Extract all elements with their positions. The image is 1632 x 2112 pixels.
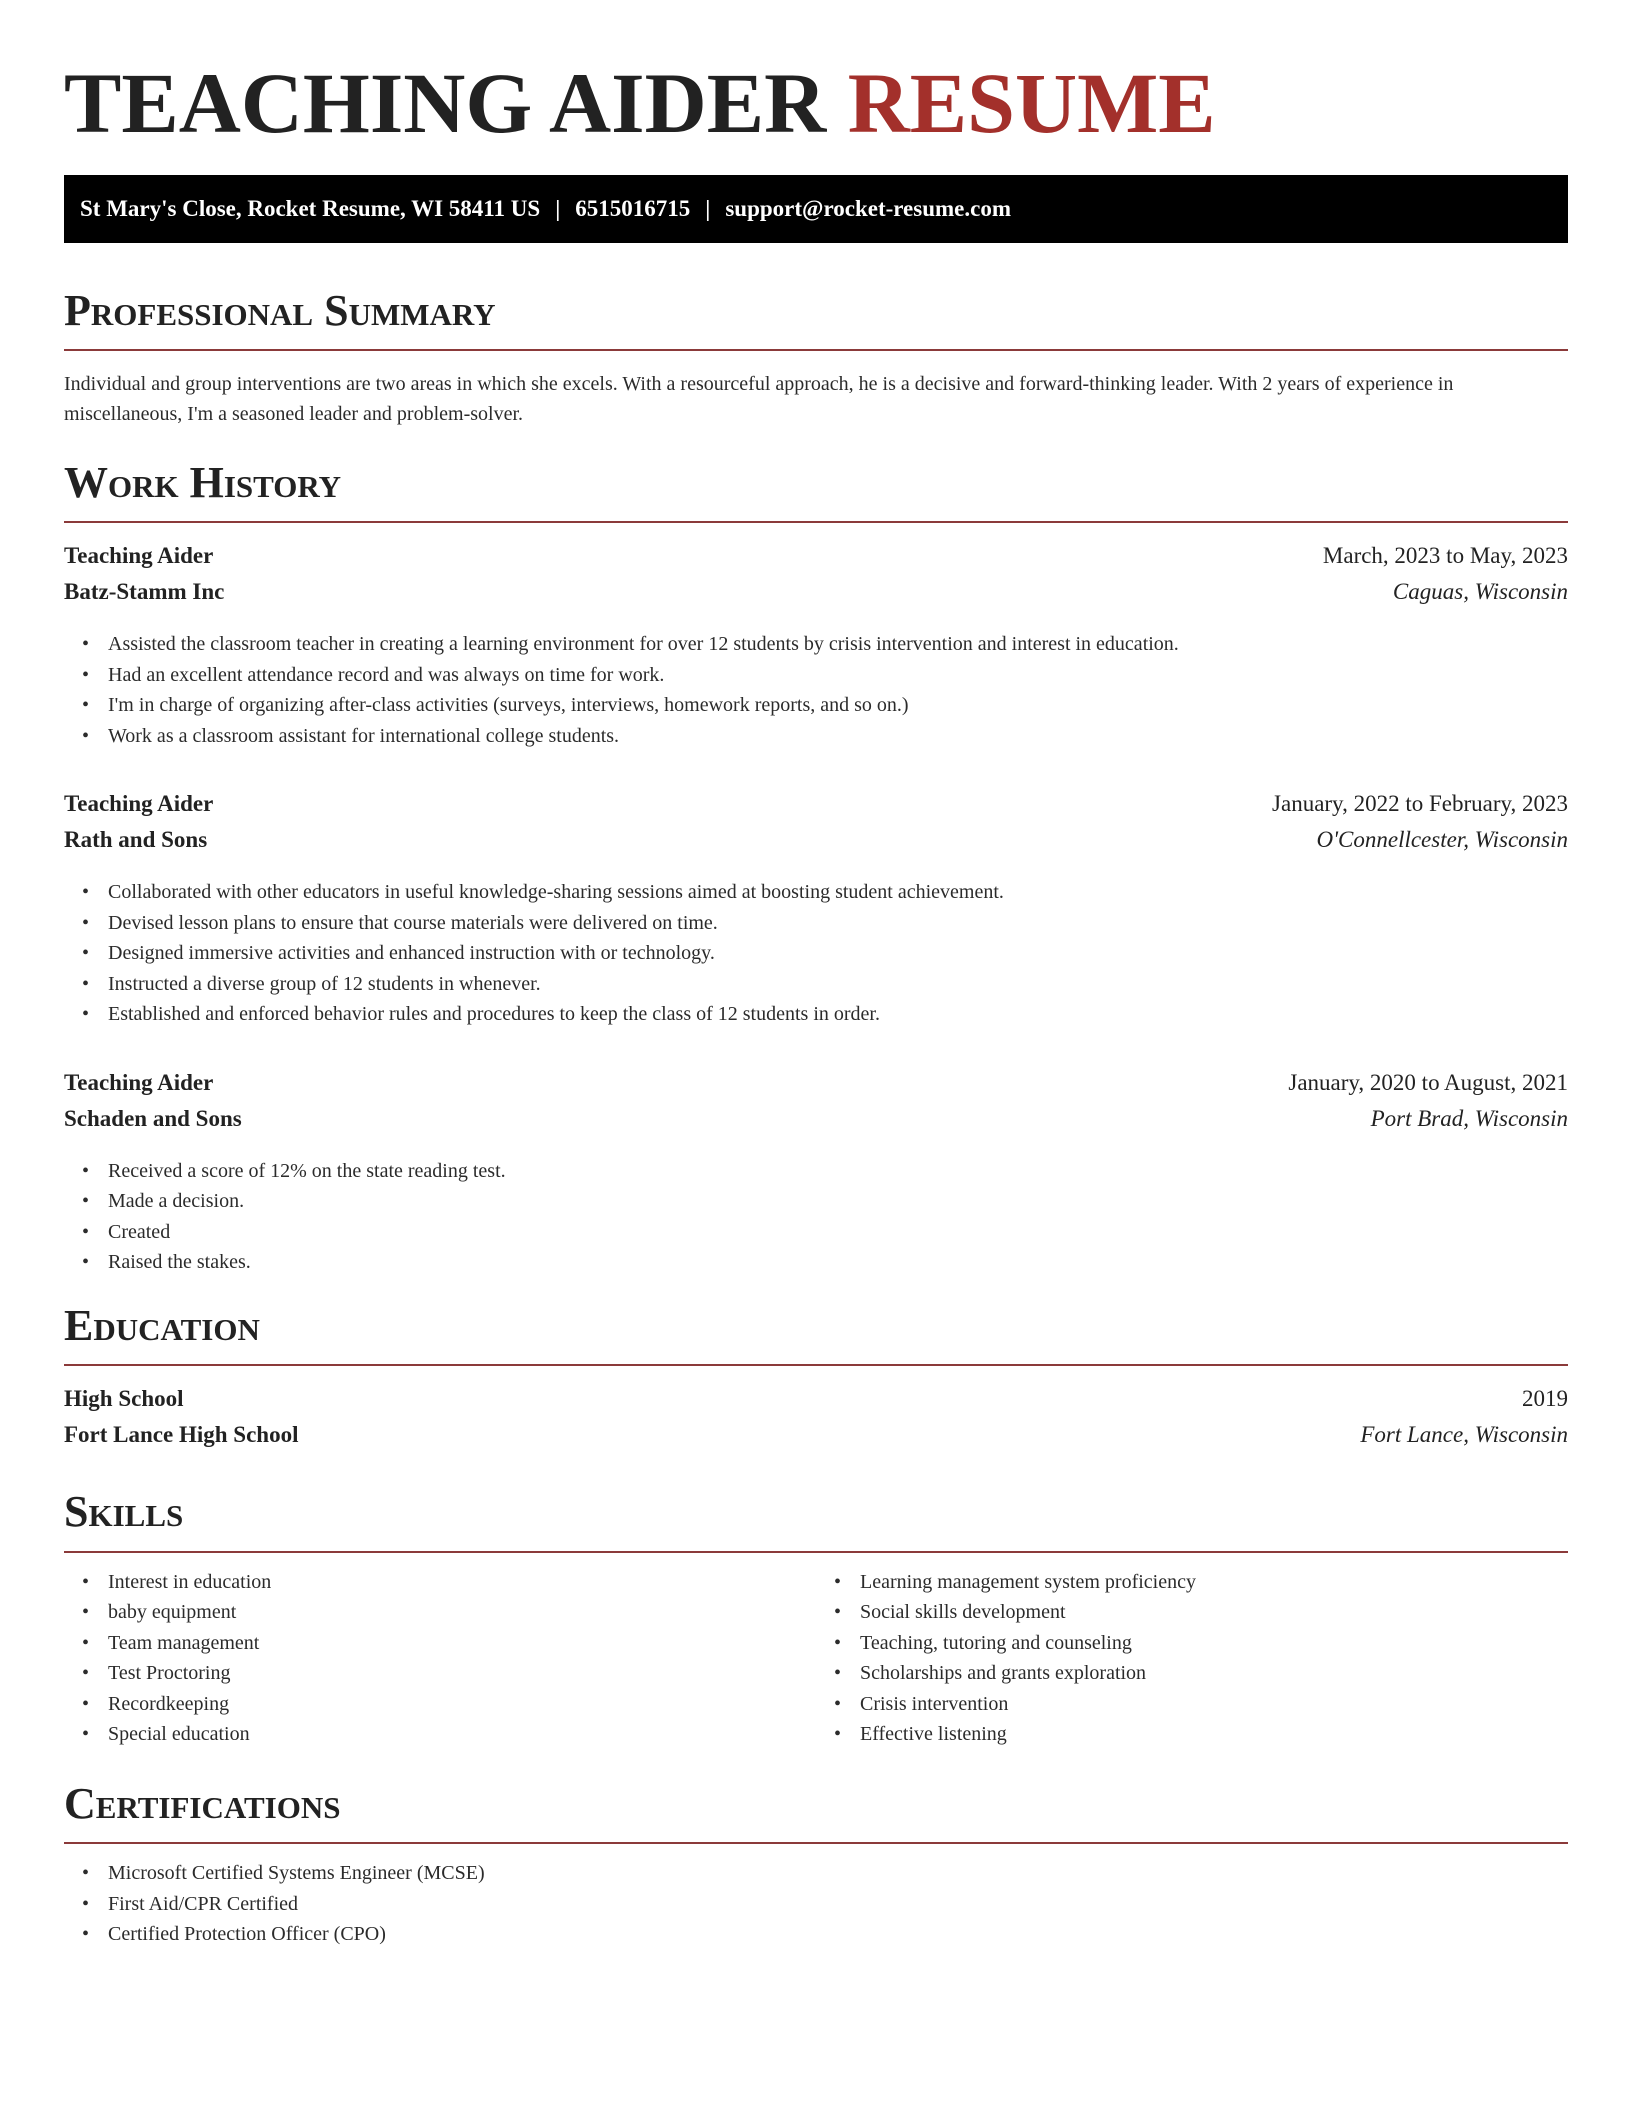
list-item: • Established and enforced behavior rules and procedures to keep the class of 12 students in order. bbox=[108, 999, 1568, 1030]
list-item: • Test Proctoring bbox=[108, 1658, 816, 1689]
list-item: • Collaborated with other educators in useful knowledge-sharing sessions aimed at boosting student achievement. bbox=[108, 877, 1568, 908]
contact-email: support@rocket-resume.com bbox=[725, 195, 1011, 221]
list-item: • Team management bbox=[108, 1628, 816, 1659]
education-school-row bbox=[64, 1422, 1568, 1458]
job-header-row bbox=[64, 1070, 1568, 1106]
resume-title bbox=[64, 56, 1568, 151]
job-company: Batz-Stamm Inc bbox=[64, 579, 225, 605]
certifications-section bbox=[64, 1780, 1568, 1950]
list-item: • Special education bbox=[108, 1719, 816, 1750]
education-heading: Education bbox=[64, 1302, 1568, 1366]
list-item: • Made a decision. bbox=[108, 1186, 1568, 1217]
skills-grid bbox=[64, 1567, 1568, 1750]
list-item: • Scholarships and grants exploration bbox=[860, 1658, 1568, 1689]
list-item: • Created bbox=[108, 1217, 1568, 1248]
education-location: Fort Lance, Wisconsin bbox=[1360, 1422, 1568, 1448]
job-location: Caguas, Wisconsin bbox=[1392, 579, 1568, 605]
job-entry bbox=[64, 1070, 1568, 1278]
summary-section bbox=[64, 287, 1568, 429]
skills-section bbox=[64, 1488, 1568, 1749]
list-item: • I'm in charge of organizing after-class activities (surveys, interviews, homework reports, and so on.) bbox=[108, 690, 1568, 721]
list-item: • Had an excellent attendance record and was always on time for work. bbox=[108, 660, 1568, 691]
list-item: • Recordkeeping bbox=[108, 1689, 816, 1720]
job-title: Teaching Aider bbox=[64, 1069, 214, 1095]
job-title: Teaching Aider bbox=[64, 791, 214, 817]
job-company-row bbox=[64, 827, 1568, 863]
list-item: • Designed immersive activities and enhanced instruction with or technology. bbox=[108, 938, 1568, 969]
contact-separator: | bbox=[705, 195, 711, 221]
job-bullets bbox=[64, 629, 1568, 751]
list-item: • Interest in education bbox=[108, 1567, 816, 1598]
education-section bbox=[64, 1302, 1568, 1458]
job-dates: March, 2023 to May, 2023 bbox=[1322, 543, 1568, 569]
list-item: • Microsoft Certified Systems Engineer (MCSE) bbox=[108, 1858, 1568, 1889]
skills-left-column bbox=[64, 1567, 816, 1750]
list-item: • Received a score of 12% on the state reading test. bbox=[108, 1156, 1568, 1187]
job-company: Rath and Sons bbox=[64, 827, 208, 853]
job-company-row bbox=[64, 579, 1568, 615]
contact-address: St Mary's Close, Rocket Resume, WI 58411 US bbox=[80, 195, 541, 221]
list-item: • Learning management system proficiency bbox=[860, 1567, 1568, 1598]
job-location: O'Connellcester, Wisconsin bbox=[1316, 827, 1568, 853]
job-location: Port Brad, Wisconsin bbox=[1370, 1105, 1568, 1131]
job-company: Schaden and Sons bbox=[64, 1105, 242, 1131]
job-dates: January, 2020 to August, 2021 bbox=[1288, 1069, 1568, 1095]
education-header-row bbox=[64, 1386, 1568, 1422]
work-history-heading: Work History bbox=[64, 459, 1568, 523]
title-accent: RESUME bbox=[847, 55, 1216, 151]
job-header-row bbox=[64, 543, 1568, 579]
list-item: • First Aid/CPR Certified bbox=[108, 1889, 1568, 1920]
summary-text: Individual and group interventions are two areas in which she excels. With a resourceful approach, he is a decisive and forward-thinking leader. With 2 years of experience in miscellaneous, I'm a seasoned leader and problem-solver. bbox=[64, 372, 1454, 425]
job-bullets bbox=[64, 1156, 1568, 1278]
list-item: • Devised lesson plans to ensure that course materials were delivered on time. bbox=[108, 908, 1568, 939]
title-main: TEACHING AIDER bbox=[64, 55, 827, 151]
list-item: • Effective listening bbox=[860, 1719, 1568, 1750]
list-item: • Teaching, tutoring and counseling bbox=[860, 1628, 1568, 1659]
list-item: • Crisis intervention bbox=[860, 1689, 1568, 1720]
job-company-row bbox=[64, 1106, 1568, 1142]
list-item: • Instructed a diverse group of 12 students in whenever. bbox=[108, 969, 1568, 1000]
list-item: • Social skills development bbox=[860, 1597, 1568, 1628]
education-year: 2019 bbox=[1522, 1386, 1568, 1412]
contact-bar bbox=[64, 175, 1568, 243]
job-title: Teaching Aider bbox=[64, 543, 214, 569]
contact-separator: | bbox=[555, 195, 561, 221]
list-item: • baby equipment bbox=[108, 1597, 816, 1628]
skills-heading: Skills bbox=[64, 1488, 1568, 1552]
education-degree: High School bbox=[64, 1386, 184, 1412]
list-item: • Certified Protection Officer (CPO) bbox=[108, 1919, 1568, 1950]
education-entry bbox=[64, 1386, 1568, 1458]
job-dates: January, 2022 to February, 2023 bbox=[1272, 791, 1568, 817]
list-item: • Assisted the classroom teacher in creating a learning environment for over 12 students by crisis intervention and interest in education. bbox=[108, 629, 1568, 660]
education-school: Fort Lance High School bbox=[64, 1422, 299, 1448]
job-bullets bbox=[64, 877, 1568, 1030]
list-item: • Raised the stakes. bbox=[108, 1247, 1568, 1278]
skills-right-column bbox=[816, 1567, 1568, 1750]
job-header-row bbox=[64, 791, 1568, 827]
contact-phone: 6515016715 bbox=[575, 195, 691, 221]
list-item: • Work as a classroom assistant for international college students. bbox=[108, 721, 1568, 752]
summary-heading: Professional Summary bbox=[64, 287, 1568, 351]
work-history-section bbox=[64, 459, 1568, 1278]
job-entry bbox=[64, 543, 1568, 751]
certifications-list bbox=[64, 1858, 1568, 1950]
certifications-heading: Certifications bbox=[64, 1780, 1568, 1844]
job-entry bbox=[64, 791, 1568, 1030]
